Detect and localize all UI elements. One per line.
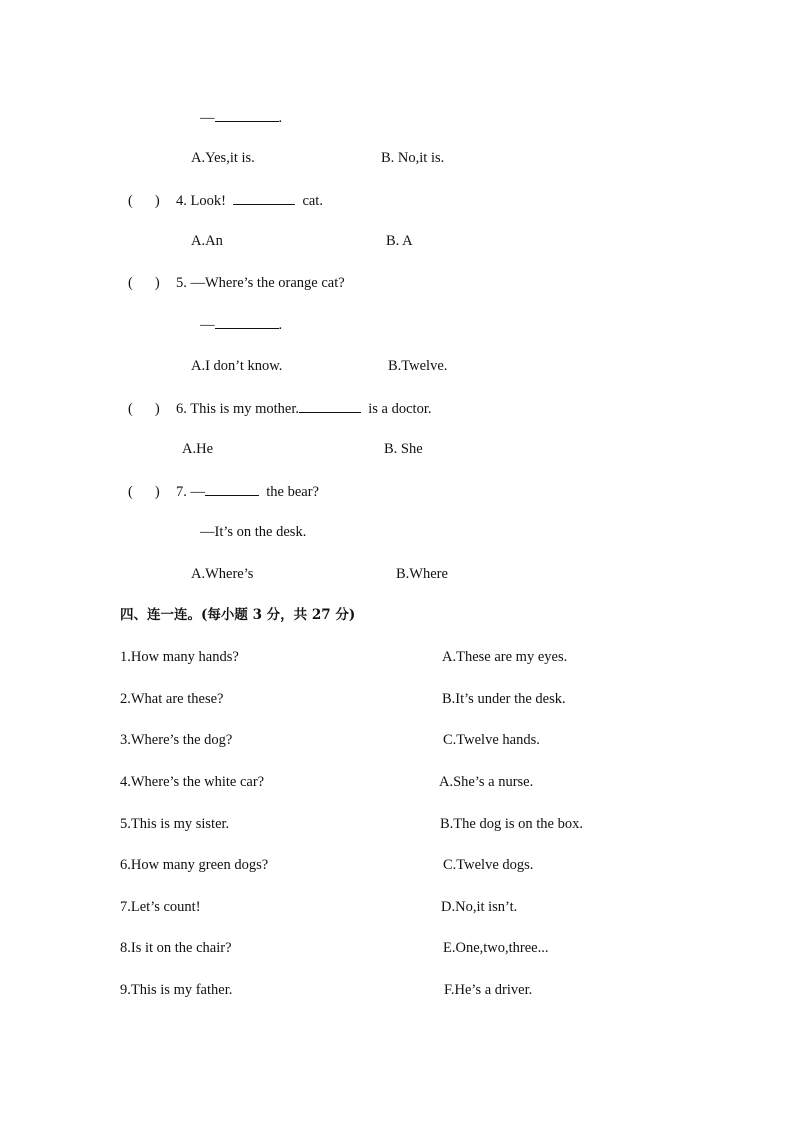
- q5-stem: ( ) 5. —Where’s the orange cat?: [128, 275, 345, 291]
- answer-paren[interactable]: ( ): [128, 401, 160, 417]
- match-left-item[interactable]: 8.Is it on the chair?: [120, 940, 232, 956]
- answer-paren[interactable]: ( ): [128, 484, 160, 500]
- answer-paren[interactable]: ( ): [128, 275, 160, 291]
- match-right-item[interactable]: E.One,two,three...: [443, 940, 549, 956]
- match-right-item[interactable]: C.Twelve dogs.: [443, 857, 534, 873]
- q3-option-b: B. No,it is.: [381, 150, 445, 166]
- section-heading: 四、连一连。(每小题 3 分，共 27 分): [120, 607, 356, 623]
- answer-blank[interactable]: [299, 399, 361, 413]
- q5-option-b: B.Twelve.: [388, 358, 448, 374]
- q7-stem: ( ) 7. — the bear?: [128, 484, 319, 500]
- q6-stem: ( ) 6. This is my mother. is a doctor.: [128, 401, 432, 417]
- match-left-item[interactable]: 5.This is my sister.: [120, 816, 230, 832]
- match-right-item[interactable]: C.Twelve hands.: [443, 732, 540, 748]
- match-right-item[interactable]: A.These are my eyes.: [442, 649, 568, 665]
- match-right-item[interactable]: B.It’s under the desk.: [442, 691, 566, 707]
- match-right-item[interactable]: F.He’s a driver.: [444, 982, 533, 998]
- match-right-item[interactable]: D.No,it isn’t.: [441, 899, 518, 915]
- q6-option-b: B. She: [384, 441, 423, 457]
- q5-option-a: A.I don’t know.: [191, 358, 283, 374]
- match-left-item[interactable]: 6.How many green dogs?: [120, 857, 269, 873]
- match-left-item[interactable]: 9.This is my father.: [120, 982, 233, 998]
- q4-option-a: A.An: [191, 233, 223, 249]
- answer-blank[interactable]: [215, 315, 279, 329]
- answer-blank[interactable]: [205, 482, 259, 496]
- q7-option-a: A.Where’s: [191, 566, 254, 582]
- q7-answer: —It’s on the desk.: [200, 524, 307, 540]
- answer-paren[interactable]: ( ): [128, 193, 160, 209]
- match-right-item[interactable]: B.The dog is on the box.: [440, 816, 583, 832]
- q4-stem: ( ) 4. Look! cat.: [128, 193, 323, 209]
- period: .: [278, 110, 283, 126]
- answer-blank[interactable]: [233, 191, 295, 205]
- q3-answer-line: [200, 108, 282, 127]
- match-left-item[interactable]: 4.Where’s the white car?: [120, 774, 265, 790]
- match-left-item[interactable]: 1.How many hands?: [120, 649, 239, 665]
- match-left-item[interactable]: 2.What are these?: [120, 691, 224, 707]
- answer-blank[interactable]: [215, 108, 279, 122]
- q6-option-a: A.He: [182, 441, 214, 457]
- q3-option-a: A.Yes,it is.: [191, 150, 255, 166]
- dash: —: [200, 110, 215, 126]
- q7-option-b: B.Where: [396, 566, 448, 582]
- q5-answer-line: — .: [200, 317, 283, 333]
- match-left-item[interactable]: 7.Let’s count!: [120, 899, 201, 915]
- match-right-item[interactable]: A.She’s a nurse.: [439, 774, 534, 790]
- match-left-item[interactable]: 3.Where’s the dog?: [120, 732, 233, 748]
- q4-option-b: B. A: [386, 233, 413, 249]
